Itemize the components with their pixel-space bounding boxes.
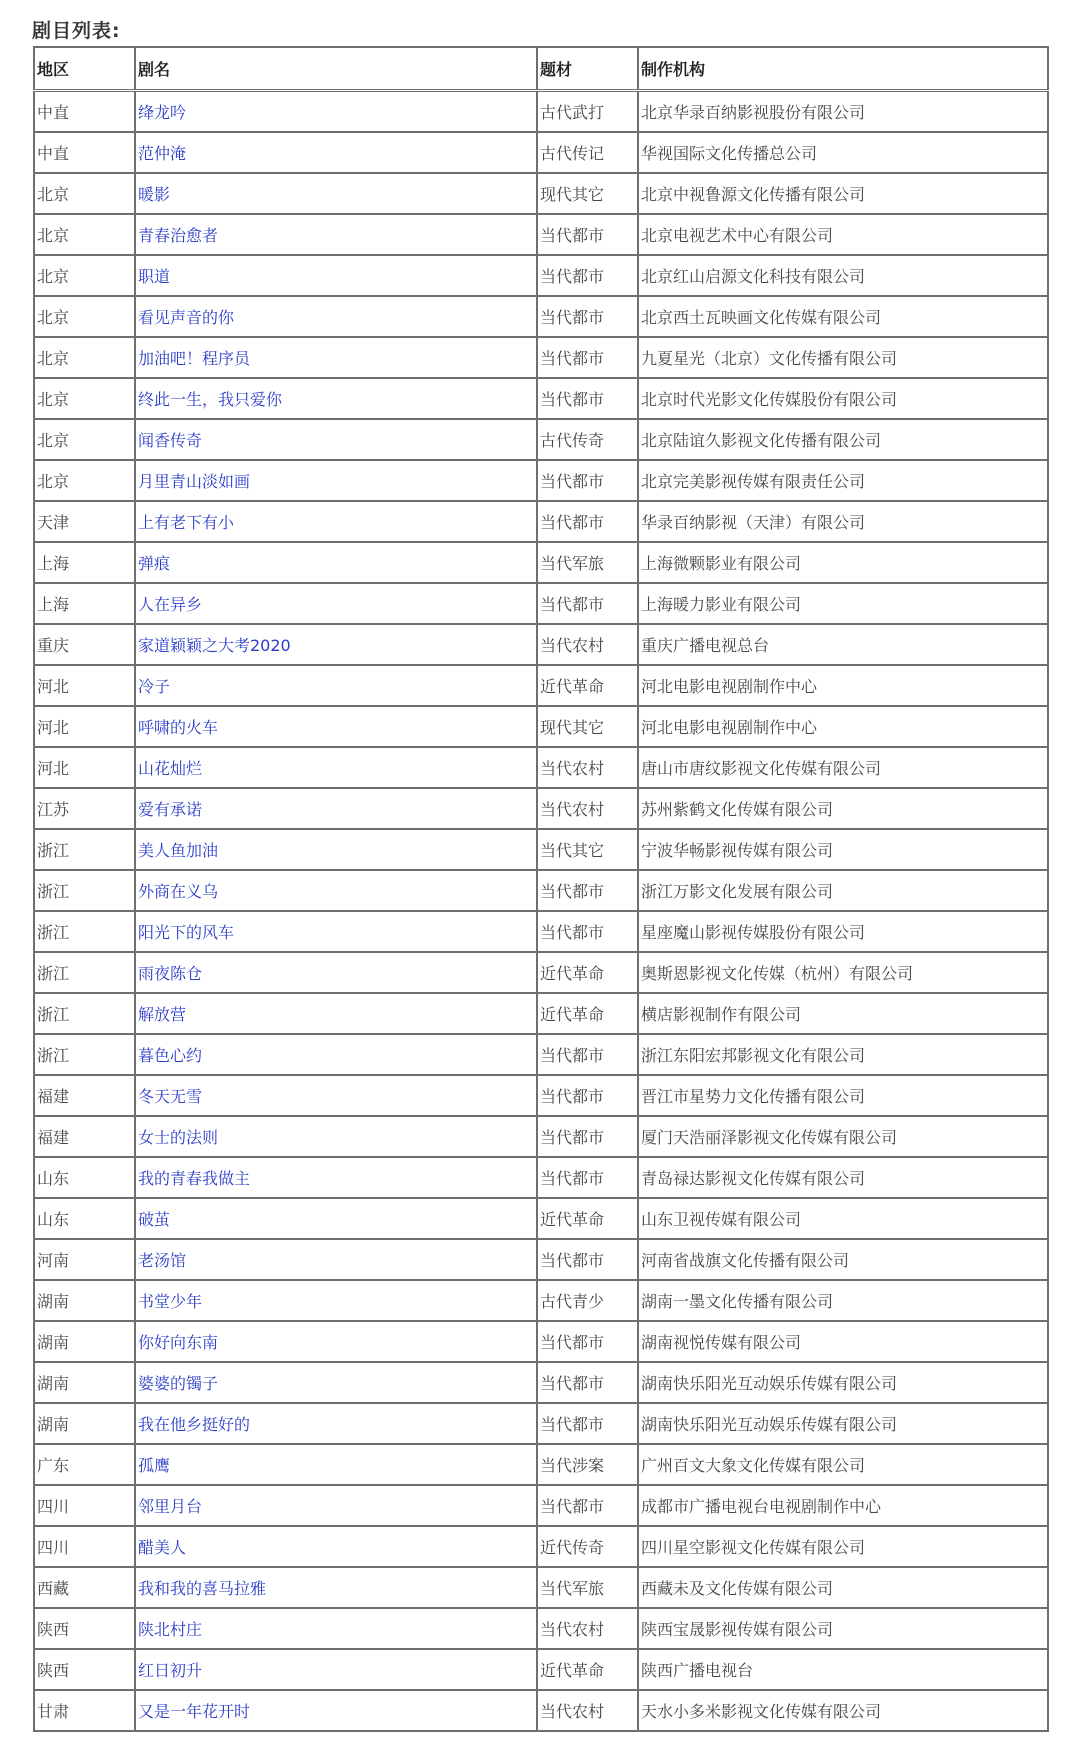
genre-cell: 古代青少: [537, 1280, 638, 1321]
table-row: [34, 1649, 1048, 1690]
table-row: [34, 1075, 1048, 1116]
region-cell: 北京: [34, 296, 135, 337]
table-row: [34, 1690, 1048, 1731]
drama-title-link[interactable]: 醋美人: [135, 1526, 537, 1567]
genre-cell: 近代革命: [537, 952, 638, 993]
genre-cell: 当代都市: [537, 870, 638, 911]
table-body: [34, 91, 1048, 1732]
region-cell: 浙江: [34, 1034, 135, 1075]
drama-title-link[interactable]: 冬天无雪: [135, 1075, 537, 1116]
table-row: [34, 91, 1048, 133]
drama-title-link[interactable]: 绛龙吟: [135, 91, 537, 133]
drama-title-link[interactable]: 暖影: [135, 173, 537, 214]
table-header-row: [34, 47, 1048, 91]
region-cell: 浙江: [34, 993, 135, 1034]
producer-cell: 浙江东阳宏邦影视文化有限公司: [638, 1034, 1048, 1075]
drama-title-link[interactable]: 上有老下有小: [135, 501, 537, 542]
drama-title-link[interactable]: 终此一生，我只爱你: [135, 378, 537, 419]
table-row: [34, 665, 1048, 706]
drama-title-link[interactable]: 美人鱼加油: [135, 829, 537, 870]
region-cell: 湖南: [34, 1362, 135, 1403]
genre-cell: 当代农村: [537, 788, 638, 829]
table-row: [34, 1567, 1048, 1608]
genre-cell: 当代都市: [537, 378, 638, 419]
producer-cell: 厦门天浩丽泽影视文化传媒有限公司: [638, 1116, 1048, 1157]
region-cell: 上海: [34, 542, 135, 583]
region-cell: 重庆: [34, 624, 135, 665]
table-row: [34, 1321, 1048, 1362]
genre-cell: 当代都市: [537, 1485, 638, 1526]
genre-cell: 当代都市: [537, 1116, 638, 1157]
drama-title-link[interactable]: 月里青山淡如画: [135, 460, 537, 501]
region-cell: 甘肃: [34, 1690, 135, 1731]
region-cell: 湖南: [34, 1403, 135, 1444]
drama-title-link[interactable]: 外商在义乌: [135, 870, 537, 911]
genre-cell: 当代都市: [537, 1157, 638, 1198]
genre-cell: 当代都市: [537, 1403, 638, 1444]
table-row: [34, 1526, 1048, 1567]
producer-cell: 湖南快乐阳光互动娱乐传媒有限公司: [638, 1362, 1048, 1403]
producer-cell: 宁波华畅影视传媒有限公司: [638, 829, 1048, 870]
drama-title-link[interactable]: 解放营: [135, 993, 537, 1034]
region-cell: 中直: [34, 91, 135, 133]
drama-title-link[interactable]: 呼啸的火车: [135, 706, 537, 747]
table-row: [34, 1403, 1048, 1444]
table-row: [34, 870, 1048, 911]
table-row: [34, 132, 1048, 173]
region-cell: 河南: [34, 1239, 135, 1280]
genre-cell: 当代都市: [537, 1362, 638, 1403]
producer-cell: 北京红山启源文化科技有限公司: [638, 255, 1048, 296]
genre-cell: 当代军旅: [537, 1567, 638, 1608]
producer-cell: 北京时代光影文化传媒股份有限公司: [638, 378, 1048, 419]
drama-title-link[interactable]: 闻香传奇: [135, 419, 537, 460]
table-row: [34, 1198, 1048, 1239]
genre-cell: 古代武打: [537, 91, 638, 133]
genre-cell: 当代农村: [537, 1690, 638, 1731]
table-row: [34, 296, 1048, 337]
table-row: [34, 952, 1048, 993]
page-title: 剧目列表:: [32, 20, 121, 42]
producer-cell: 成都市广播电视台电视剧制作中心: [638, 1485, 1048, 1526]
drama-title-link[interactable]: 书堂少年: [135, 1280, 537, 1321]
table-row: [34, 747, 1048, 788]
table-row: [34, 1116, 1048, 1157]
drama-title-link[interactable]: 爱有承诺: [135, 788, 537, 829]
producer-cell: 北京完美影视传媒有限责任公司: [638, 460, 1048, 501]
drama-title-link[interactable]: 山花灿烂: [135, 747, 537, 788]
region-cell: 陕西: [34, 1608, 135, 1649]
producer-cell: 河北电影电视剧制作中心: [638, 706, 1048, 747]
column-header-region: 地区: [34, 47, 135, 91]
table-row: [34, 460, 1048, 501]
genre-cell: 当代农村: [537, 1608, 638, 1649]
drama-title-link[interactable]: 破茧: [135, 1198, 537, 1239]
region-cell: 江苏: [34, 788, 135, 829]
producer-cell: 陕西宝晟影视传媒有限公司: [638, 1608, 1048, 1649]
table-row: [34, 993, 1048, 1034]
table-row: [34, 378, 1048, 419]
region-cell: 浙江: [34, 911, 135, 952]
table-row: [34, 1034, 1048, 1075]
table-row: [34, 1280, 1048, 1321]
region-cell: 山东: [34, 1198, 135, 1239]
genre-cell: 当代其它: [537, 829, 638, 870]
table-row: [34, 1608, 1048, 1649]
producer-cell: 上海暖力影业有限公司: [638, 583, 1048, 624]
column-header-genre: 题材: [537, 47, 638, 91]
genre-cell: 当代都市: [537, 460, 638, 501]
region-cell: 浙江: [34, 952, 135, 993]
producer-cell: 广州百文大象文化传媒有限公司: [638, 1444, 1048, 1485]
region-cell: 福建: [34, 1116, 135, 1157]
region-cell: 广东: [34, 1444, 135, 1485]
region-cell: 北京: [34, 255, 135, 296]
table-row: [34, 1485, 1048, 1526]
genre-cell: 当代都市: [537, 337, 638, 378]
table-row: [34, 1157, 1048, 1198]
genre-cell: 当代农村: [537, 624, 638, 665]
producer-cell: 晋江市星势力文化传播有限公司: [638, 1075, 1048, 1116]
region-cell: 浙江: [34, 870, 135, 911]
genre-cell: 当代都市: [537, 1034, 638, 1075]
producer-cell: 浙江万影文化发展有限公司: [638, 870, 1048, 911]
drama-title-link[interactable]: 女士的法则: [135, 1116, 537, 1157]
producer-cell: 奥斯恩影视文化传媒（杭州）有限公司: [638, 952, 1048, 993]
producer-cell: 北京电视艺术中心有限公司: [638, 214, 1048, 255]
table-row: [34, 788, 1048, 829]
genre-cell: 当代农村: [537, 747, 638, 788]
table-row: [34, 255, 1048, 296]
producer-cell: 河南省战旗文化传播有限公司: [638, 1239, 1048, 1280]
producer-cell: 湖南视悦传媒有限公司: [638, 1321, 1048, 1362]
region-cell: 山东: [34, 1157, 135, 1198]
region-cell: 中直: [34, 132, 135, 173]
drama-title-link[interactable]: 我在他乡挺好的: [135, 1403, 537, 1444]
genre-cell: 当代都市: [537, 1239, 638, 1280]
region-cell: 河北: [34, 747, 135, 788]
drama-title-link[interactable]: 看见声音的你: [135, 296, 537, 337]
producer-cell: 上海微颗影业有限公司: [638, 542, 1048, 583]
genre-cell: 近代革命: [537, 1198, 638, 1239]
genre-cell: 当代都市: [537, 583, 638, 624]
table-row: [34, 583, 1048, 624]
drama-title-link[interactable]: 老汤馆: [135, 1239, 537, 1280]
producer-cell: 北京西土瓦映画文化传媒有限公司: [638, 296, 1048, 337]
producer-cell: 天水小多米影视文化传媒有限公司: [638, 1690, 1048, 1731]
genre-cell: 近代革命: [537, 993, 638, 1034]
producer-cell: 北京华录百纳影视股份有限公司: [638, 91, 1048, 133]
table-row: [34, 214, 1048, 255]
region-cell: 四川: [34, 1526, 135, 1567]
producer-cell: 北京中视鲁源文化传播有限公司: [638, 173, 1048, 214]
table-row: [34, 911, 1048, 952]
drama-title-link[interactable]: 人在异乡: [135, 583, 537, 624]
producer-cell: 陕西广播电视台: [638, 1649, 1048, 1690]
drama-title-link[interactable]: 加油吧！程序员: [135, 337, 537, 378]
genre-cell: 当代都市: [537, 296, 638, 337]
drama-title-link[interactable]: 邻里月台: [135, 1485, 537, 1526]
producer-cell: 华录百纳影视（天津）有限公司: [638, 501, 1048, 542]
region-cell: 北京: [34, 337, 135, 378]
genre-cell: 当代都市: [537, 501, 638, 542]
table-row: [34, 1239, 1048, 1280]
drama-title-link[interactable]: 阳光下的风车: [135, 911, 537, 952]
genre-cell: 当代都市: [537, 911, 638, 952]
genre-cell: 古代传记: [537, 132, 638, 173]
drama-title-link[interactable]: 孤鹰: [135, 1444, 537, 1485]
producer-cell: 西藏未及文化传媒有限公司: [638, 1567, 1048, 1608]
region-cell: 四川: [34, 1485, 135, 1526]
producer-cell: 河北电影电视剧制作中心: [638, 665, 1048, 706]
drama-title-link[interactable]: 又是一年花开时: [135, 1690, 537, 1731]
genre-cell: 当代军旅: [537, 542, 638, 583]
producer-cell: 星座魔山影视传媒股份有限公司: [638, 911, 1048, 952]
region-cell: 上海: [34, 583, 135, 624]
region-cell: 北京: [34, 378, 135, 419]
producer-cell: 横店影视制作有限公司: [638, 993, 1048, 1034]
region-cell: 北京: [34, 419, 135, 460]
genre-cell: 当代都市: [537, 1321, 638, 1362]
producer-cell: 九夏星光（北京）文化传播有限公司: [638, 337, 1048, 378]
producer-cell: 华视国际文化传播总公司: [638, 132, 1048, 173]
producer-cell: 重庆广播电视总台: [638, 624, 1048, 665]
column-header-title: 剧名: [135, 47, 537, 91]
drama-title-link[interactable]: 弹痕: [135, 542, 537, 583]
table-row: [34, 542, 1048, 583]
drama-title-link[interactable]: 我和我的喜马拉雅: [135, 1567, 537, 1608]
region-cell: 河北: [34, 706, 135, 747]
region-cell: 湖南: [34, 1280, 135, 1321]
table-row: [34, 624, 1048, 665]
region-cell: 福建: [34, 1075, 135, 1116]
region-cell: 北京: [34, 460, 135, 501]
region-cell: 浙江: [34, 829, 135, 870]
producer-cell: 湖南一墨文化传播有限公司: [638, 1280, 1048, 1321]
genre-cell: 当代都市: [537, 1075, 638, 1116]
table-row: [34, 501, 1048, 542]
drama-title-link[interactable]: 我的青春我做主: [135, 1157, 537, 1198]
producer-cell: 四川星空影视文化传媒有限公司: [638, 1526, 1048, 1567]
drama-title-link[interactable]: 冷子: [135, 665, 537, 706]
genre-cell: 现代其它: [537, 173, 638, 214]
region-cell: 湖南: [34, 1321, 135, 1362]
region-cell: 陕西: [34, 1649, 135, 1690]
drama-title-link[interactable]: 暮色心约: [135, 1034, 537, 1075]
genre-cell: 当代涉案: [537, 1444, 638, 1485]
region-cell: 西藏: [34, 1567, 135, 1608]
drama-title-link[interactable]: 家道颖颖之大考2020: [135, 624, 537, 665]
drama-title-link[interactable]: 青春治愈者: [135, 214, 537, 255]
genre-cell: 当代都市: [537, 214, 638, 255]
drama-title-link[interactable]: 职道: [135, 255, 537, 296]
table-row: [34, 1444, 1048, 1485]
drama-title-link[interactable]: 婆婆的镯子: [135, 1362, 537, 1403]
region-cell: 北京: [34, 173, 135, 214]
producer-cell: 唐山市唐纹影视文化传媒有限公司: [638, 747, 1048, 788]
drama-title-link[interactable]: 红日初升: [135, 1649, 537, 1690]
table-row: [34, 829, 1048, 870]
table-row: [34, 173, 1048, 214]
producer-cell: 北京陆谊久影视文化传播有限公司: [638, 419, 1048, 460]
table-row: [34, 1362, 1048, 1403]
genre-cell: 近代革命: [537, 665, 638, 706]
drama-list-table: [33, 46, 1049, 1732]
column-header-producer: 制作机构: [638, 47, 1048, 91]
genre-cell: 现代其它: [537, 706, 638, 747]
producer-cell: 青岛禄达影视文化传媒有限公司: [638, 1157, 1048, 1198]
table-row: [34, 419, 1048, 460]
drama-title-link[interactable]: 陕北村庄: [135, 1608, 537, 1649]
drama-title-link[interactable]: 雨夜陈仓: [135, 952, 537, 993]
drama-title-link[interactable]: 范仲淹: [135, 132, 537, 173]
drama-title-link[interactable]: 你好向东南: [135, 1321, 537, 1362]
producer-cell: 湖南快乐阳光互动娱乐传媒有限公司: [638, 1403, 1048, 1444]
producer-cell: 山东卫视传媒有限公司: [638, 1198, 1048, 1239]
table-row: [34, 706, 1048, 747]
region-cell: 河北: [34, 665, 135, 706]
producer-cell: 苏州紫鹤文化传媒有限公司: [638, 788, 1048, 829]
table-row: [34, 337, 1048, 378]
genre-cell: 当代都市: [537, 255, 638, 296]
region-cell: 天津: [34, 501, 135, 542]
genre-cell: 近代传奇: [537, 1526, 638, 1567]
region-cell: 北京: [34, 214, 135, 255]
genre-cell: 古代传奇: [537, 419, 638, 460]
genre-cell: 近代革命: [537, 1649, 638, 1690]
